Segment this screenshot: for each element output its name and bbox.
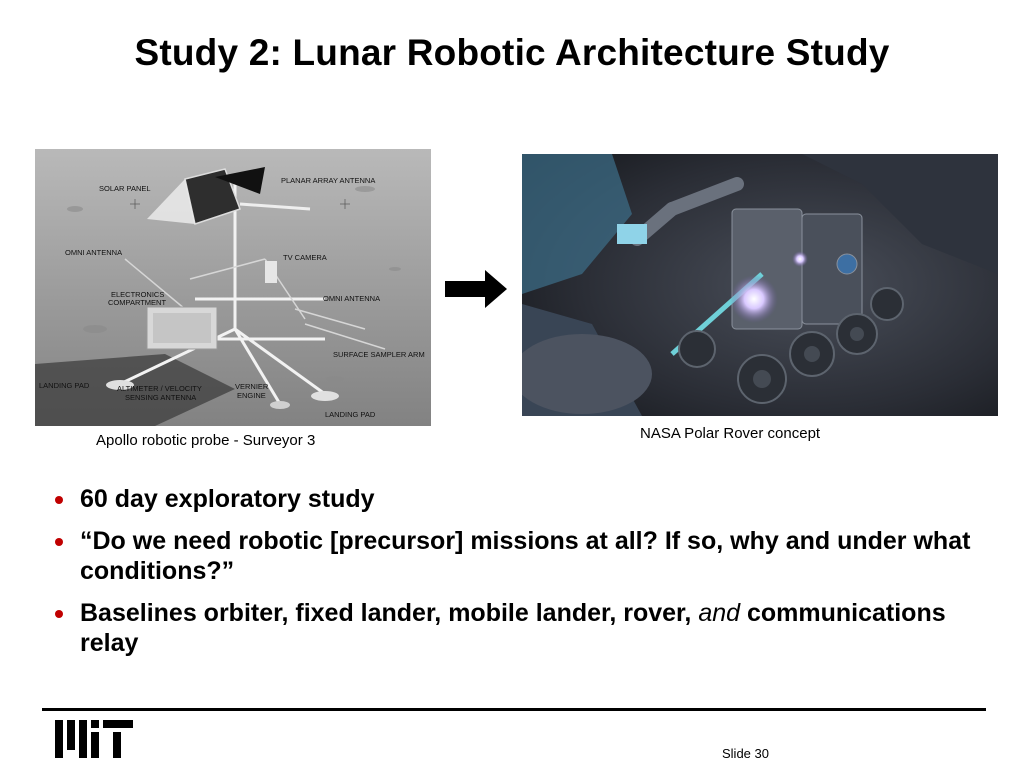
label-surface-sampler-arm: SURFACE SAMPLER ARM [333, 350, 425, 359]
bullet-italic-text: and [698, 599, 741, 627]
label-tv-camera: TV CAMERA [283, 253, 327, 262]
label-solar-panel: SOLAR PANEL [99, 184, 151, 193]
right-arrow-icon [445, 268, 509, 315]
label-altimeter-1: ALTIMETER / VELOCITY [117, 384, 202, 393]
label-landing-pad-left: LANDING PAD [39, 381, 90, 390]
bullet-item [52, 598, 972, 658]
bullet-item [52, 526, 972, 586]
bullet-text: 60 day exploratory study [80, 485, 375, 513]
label-omni-antenna-right: OMNI ANTENNA [323, 294, 381, 303]
label-landing-pad-bottom: LANDING PAD [325, 410, 376, 419]
bullet-dot-icon [55, 610, 63, 618]
bullet-dot-icon [55, 538, 63, 546]
label-omni-antenna-left: OMNI ANTENNA [65, 248, 123, 257]
bullet-dot-icon [55, 496, 63, 504]
footer-rule [42, 708, 986, 711]
slide-number: Slide 30 [722, 746, 769, 761]
bullet-text: “Do we need robotic [precursor] missions at all? If so, why and under what conditions?” [80, 527, 971, 585]
bullet-list [52, 484, 972, 670]
label-altimeter-2: SENSING ANTENNA [125, 393, 197, 402]
surveyor-caption: Apollo robotic probe - Surveyor 3 [96, 432, 316, 449]
label-electronics-1: ELECTRONICS [111, 290, 165, 299]
bullet-text: Baselines orbiter, fixed lander, mobile lander, rover, [80, 599, 699, 627]
rover-caption: NASA Polar Rover concept [640, 425, 821, 442]
bullet-item [52, 484, 972, 514]
mit-logo-icon [55, 720, 135, 765]
label-vernier-2: ENGINE [237, 391, 266, 400]
surveyor-photo [35, 149, 431, 426]
label-electronics-2: COMPARTMENT [108, 298, 167, 307]
label-vernier-1: VERNIER [235, 382, 269, 391]
slide-title: Study 2: Lunar Robotic Architecture Study [134, 32, 890, 73]
bullet-text-after: communications relay [80, 599, 946, 657]
rover-photo [522, 154, 998, 416]
label-planar-array-antenna: PLANAR ARRAY ANTENNA [281, 176, 376, 185]
